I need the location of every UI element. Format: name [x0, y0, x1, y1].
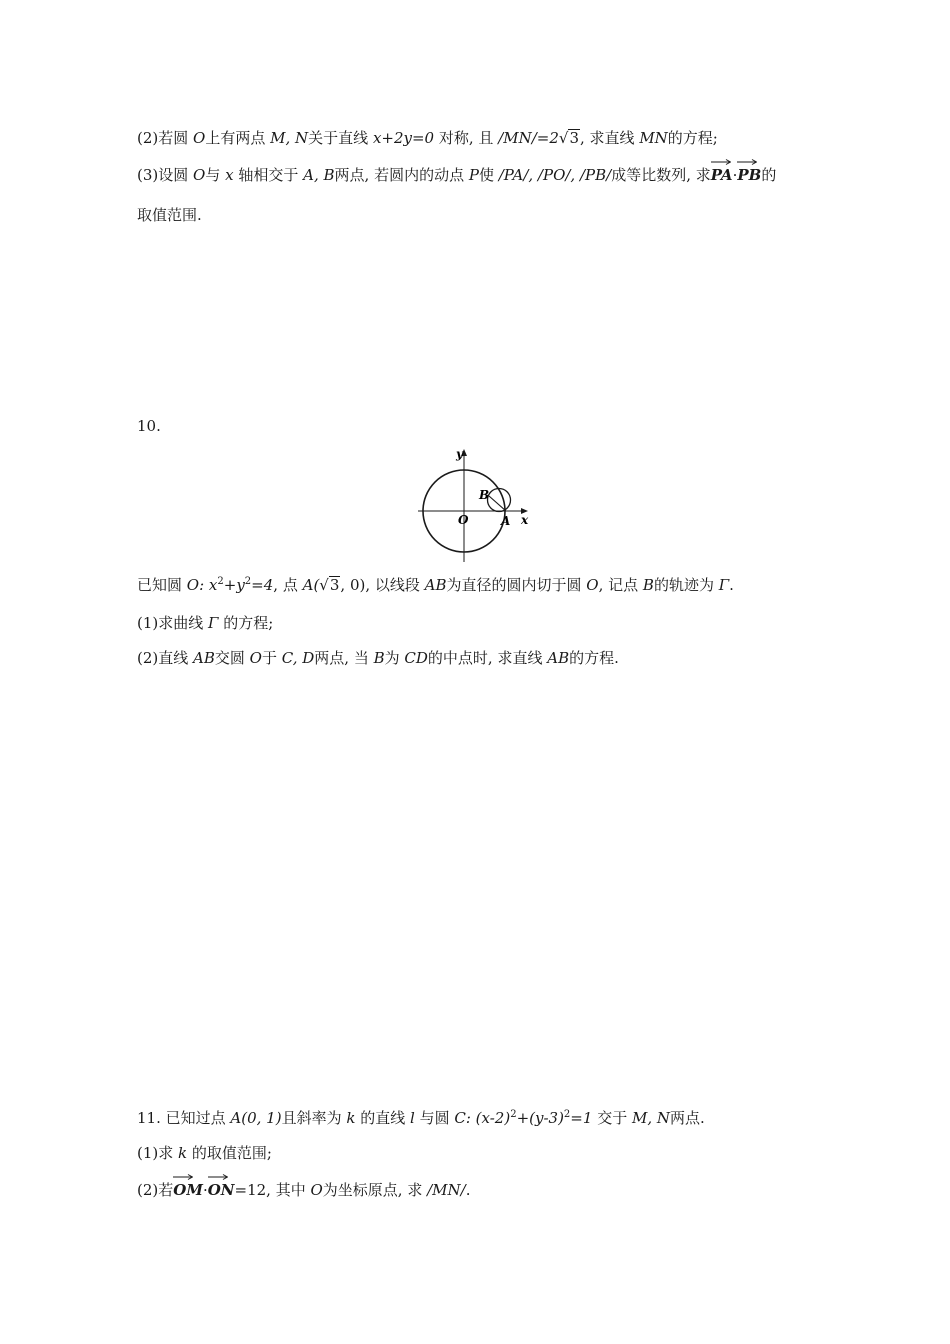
- vector-pb: [737, 162, 761, 185]
- text: , 以线段: [365, 576, 425, 594]
- text: .: [729, 576, 734, 594]
- text: 轴相交于: [233, 166, 304, 184]
- text: 的中点时, 求直线: [427, 649, 548, 667]
- text: 与圆: [414, 1109, 455, 1127]
- text: 对称, 且: [434, 129, 499, 147]
- exponent: 2: [510, 1109, 517, 1120]
- math-var: B: [373, 649, 385, 667]
- vector-om: [173, 1177, 203, 1200]
- vector-arrow-icon: [173, 1174, 193, 1180]
- q11-part1: [137, 1143, 272, 1163]
- math-var: AB: [547, 649, 570, 667]
- question-number: 11.: [137, 1109, 161, 1127]
- text: , 点: [273, 576, 303, 594]
- text: 的取值范围;: [187, 1144, 272, 1162]
- text: 的方程;: [218, 614, 274, 632]
- sqrt-radicand: 3: [329, 576, 340, 594]
- dot-operator: ·: [732, 166, 738, 184]
- part-label: (3): [137, 166, 159, 184]
- math-var: k: [178, 1144, 188, 1162]
- part-label: (1): [137, 1144, 159, 1162]
- math-expression: /MN/: [427, 1181, 466, 1199]
- text: 为: [384, 649, 405, 667]
- text: 上有两点: [205, 129, 271, 147]
- text: 的: [761, 166, 777, 184]
- text: 两点.: [670, 1109, 705, 1127]
- vector-label: ON: [207, 1181, 235, 1199]
- math-var: CD: [404, 649, 428, 667]
- math-equation: x+2y=0: [372, 129, 435, 147]
- dot-operator: ·: [202, 1181, 208, 1199]
- math-var: k: [346, 1109, 356, 1127]
- math-expression: =4: [251, 576, 274, 594]
- b-label: B: [479, 488, 490, 502]
- math-var: A, B: [303, 166, 335, 184]
- text: 关于直线: [308, 129, 373, 147]
- math-expression: /PA/, /PO/, /PB/: [498, 166, 612, 184]
- vector-label: PB: [737, 166, 762, 184]
- math-expression: +y: [223, 576, 245, 594]
- text: 的轨迹为: [653, 576, 719, 594]
- math-var: M, N: [270, 129, 309, 147]
- text: 于: [261, 649, 282, 667]
- part-label: (2): [137, 129, 159, 147]
- text: 若: [158, 1181, 174, 1199]
- vector-label: PA: [710, 166, 733, 184]
- vector-pa: [711, 162, 733, 185]
- text: 两点, 当: [314, 649, 374, 667]
- text: =12, 其中: [234, 1181, 311, 1199]
- q10-part1: [137, 613, 273, 633]
- part-label: (1): [137, 614, 159, 632]
- math-var: O: [193, 129, 206, 147]
- math-var: O: [310, 1181, 323, 1199]
- text: 求: [158, 1144, 179, 1162]
- math-var: M, N: [631, 1109, 670, 1127]
- math-expression: +(y-3): [516, 1109, 564, 1127]
- part-label: (2): [137, 1181, 159, 1199]
- text: 的方程.: [569, 649, 619, 667]
- text: 交圆: [214, 649, 250, 667]
- y-label: y: [456, 447, 463, 461]
- math-expression: O: x: [186, 576, 218, 594]
- math-expression: : (x-2): [465, 1109, 511, 1127]
- x-label: x: [521, 513, 529, 527]
- q11-part2: [137, 1177, 470, 1200]
- vector-arrow-icon: [208, 1174, 228, 1180]
- math-var: MN: [639, 129, 668, 147]
- math-var: x: [225, 166, 234, 184]
- sqrt-symbol: √3: [319, 576, 340, 594]
- q10-number: 10.: [137, 417, 161, 435]
- a-label: A: [501, 514, 511, 528]
- math-var: O: [193, 166, 206, 184]
- math-var: C, D: [281, 649, 315, 667]
- text: 与: [205, 166, 226, 184]
- q10-part2: [137, 648, 619, 668]
- o-label: O: [458, 513, 469, 527]
- vector-on: [208, 1177, 235, 1200]
- sqrt-radicand: 3: [569, 129, 579, 147]
- small-circle: [488, 489, 511, 512]
- text: , 求直线: [580, 129, 640, 147]
- math-var: AB: [193, 649, 215, 667]
- exponent: 2: [563, 1109, 571, 1120]
- text: 为直径的圆内切于圆: [446, 576, 587, 594]
- part-label: (2): [137, 649, 159, 667]
- q11-stem: [137, 1108, 705, 1128]
- math-expression: =1: [570, 1109, 593, 1127]
- text: 已知圆: [137, 576, 187, 594]
- q9-part3: [137, 162, 776, 185]
- sqrt-symbol: √3: [558, 129, 579, 147]
- math-point: , 0): [340, 576, 366, 594]
- math-var: Γ: [718, 576, 730, 594]
- q9-part3-line2: 取值范围.: [137, 206, 202, 224]
- text: 设圆: [158, 166, 194, 184]
- math-var: Γ: [208, 614, 219, 632]
- text: 求曲线: [158, 614, 209, 632]
- text: 的直线: [355, 1109, 410, 1127]
- text: 已知过点: [160, 1109, 231, 1127]
- text: 若圆: [158, 129, 194, 147]
- math-var: O: [249, 649, 262, 667]
- text: 且斜率为: [281, 1109, 347, 1127]
- math-point: A(0, 1): [230, 1109, 282, 1127]
- math-var: l: [410, 1109, 415, 1127]
- math-var: AB: [424, 576, 447, 594]
- q9-part2: [137, 128, 718, 148]
- math-var: B: [642, 576, 654, 594]
- vector-arrow-icon: [711, 159, 731, 165]
- exponent: 2: [217, 576, 224, 587]
- vector-label: OM: [173, 1181, 203, 1199]
- exponent: 2: [244, 576, 252, 587]
- text: 的方程;: [667, 129, 718, 147]
- text: 直线: [158, 649, 194, 667]
- vector-arrow-icon: [737, 159, 757, 165]
- text: 两点, 若圆内的动点: [334, 166, 469, 184]
- circle-figure: [414, 444, 534, 564]
- math-var: C: [454, 1109, 466, 1127]
- math-var: P: [468, 166, 479, 184]
- math-expression: /MN/=2: [498, 129, 559, 147]
- math-var: O: [586, 576, 599, 594]
- text: 为坐标原点, 求: [322, 1181, 428, 1199]
- q10-stem: [137, 575, 734, 595]
- text: 使: [478, 166, 499, 184]
- text: 成等比数列, 求: [611, 166, 711, 184]
- math-point: A(: [302, 576, 320, 594]
- text: , 记点: [598, 576, 643, 594]
- text: 交于: [592, 1109, 632, 1127]
- text: .: [465, 1181, 471, 1199]
